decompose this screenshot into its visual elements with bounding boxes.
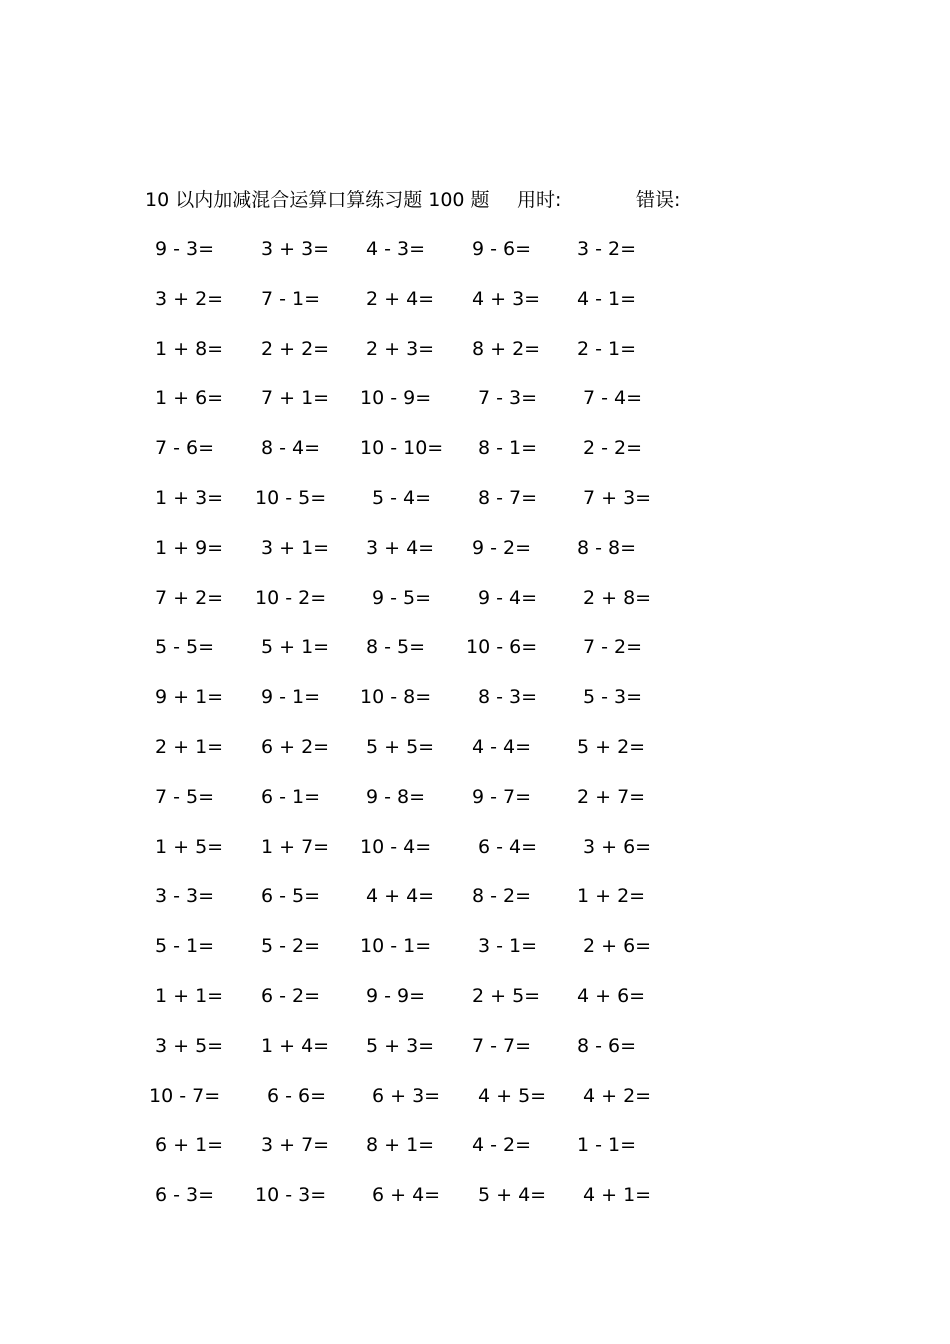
problem-item: 7 + 3= xyxy=(583,486,652,509)
problem-item: 3 - 1= xyxy=(478,935,538,958)
problem-item: 6 + 3= xyxy=(372,1084,441,1107)
problem-item: 9 - 1= xyxy=(261,686,321,709)
problem-item: 4 + 6= xyxy=(577,984,646,1007)
problem-item: 10 - 7= xyxy=(149,1084,221,1107)
problem-item: 4 - 4= xyxy=(472,735,532,758)
problem-item: 3 + 2= xyxy=(155,287,224,310)
problem-item: 4 + 5= xyxy=(478,1084,547,1107)
problem-item: 3 - 3= xyxy=(155,885,215,908)
problem-item: 10 - 4= xyxy=(360,835,432,858)
problem-item: 2 + 5= xyxy=(472,984,541,1007)
problem-item: 4 - 3= xyxy=(366,238,426,260)
problem-item: 6 - 2= xyxy=(261,984,321,1007)
problem-item: 2 - 1= xyxy=(577,337,637,360)
problem-item: 4 + 2= xyxy=(583,1084,652,1107)
problem-item: 7 - 3= xyxy=(478,387,538,410)
problem-item: 5 + 4= xyxy=(478,1184,547,1207)
problem-item: 2 + 6= xyxy=(583,935,652,958)
problem-item: 9 - 9= xyxy=(366,984,426,1007)
problem-item: 1 - 1= xyxy=(577,1134,637,1157)
problem-item: 6 - 5= xyxy=(261,885,321,908)
problem-item: 9 - 2= xyxy=(472,536,532,559)
problem-item: 5 - 4= xyxy=(372,486,432,509)
problem-item: 7 - 2= xyxy=(583,636,643,659)
problem-item: 10 - 9= xyxy=(360,387,432,410)
problem-item: 1 + 8= xyxy=(155,337,224,360)
problem-item: 3 + 7= xyxy=(261,1134,330,1157)
problem-item: 7 - 4= xyxy=(583,387,643,410)
problem-item: 3 - 2= xyxy=(577,238,637,260)
problem-item: 8 + 2= xyxy=(472,337,541,360)
problem-item: 8 - 2= xyxy=(472,885,532,908)
problem-item: 3 + 1= xyxy=(261,536,330,559)
problem-item: 8 - 8= xyxy=(577,536,637,559)
problem-item: 6 + 1= xyxy=(155,1134,224,1157)
problem-item: 5 - 5= xyxy=(155,636,215,659)
problem-item: 5 - 1= xyxy=(155,935,215,958)
problem-item: 1 + 9= xyxy=(155,536,224,559)
problem-item: 8 - 7= xyxy=(478,486,538,509)
problem-item: 6 + 4= xyxy=(372,1184,441,1207)
problem-item: 9 - 3= xyxy=(155,238,215,260)
problem-item: 3 + 4= xyxy=(366,536,435,559)
problem-item: 10 - 3= xyxy=(255,1184,327,1207)
problem-item: 4 + 4= xyxy=(366,885,435,908)
problem-item: 1 + 6= xyxy=(155,387,224,410)
problem-item: 7 - 6= xyxy=(155,437,215,460)
problem-item: 3 + 5= xyxy=(155,1034,224,1057)
problem-item: 3 + 3= xyxy=(261,238,330,260)
problem-item: 5 - 2= xyxy=(261,935,321,958)
problem-item: 4 - 1= xyxy=(577,287,637,310)
problem-item: 2 + 3= xyxy=(366,337,435,360)
problem-item: 1 + 3= xyxy=(155,486,224,509)
problem-item: 9 - 6= xyxy=(472,238,532,260)
problem-item: 6 - 3= xyxy=(155,1184,215,1207)
problem-item: 7 + 2= xyxy=(155,586,224,609)
problem-item: 10 - 1= xyxy=(360,935,432,958)
problem-item: 2 + 7= xyxy=(577,785,646,808)
problem-item: 1 + 4= xyxy=(261,1034,330,1057)
problem-item: 8 - 6= xyxy=(577,1034,637,1057)
problem-item: 2 + 2= xyxy=(261,337,330,360)
problem-item: 4 - 2= xyxy=(472,1134,532,1157)
problem-item: 1 + 2= xyxy=(577,885,646,908)
problem-item: 2 + 1= xyxy=(155,735,224,758)
problem-item: 5 + 5= xyxy=(366,735,435,758)
problem-item: 5 + 1= xyxy=(261,636,330,659)
errors-label: 错误: xyxy=(636,189,681,211)
problem-item: 10 - 8= xyxy=(360,686,432,709)
problem-item: 7 + 1= xyxy=(261,387,330,410)
problem-item: 9 - 5= xyxy=(372,586,432,609)
problem-item: 5 + 2= xyxy=(577,735,646,758)
problem-item: 10 - 10= xyxy=(360,437,444,460)
problem-item: 9 + 1= xyxy=(155,686,224,709)
problem-item: 6 - 4= xyxy=(478,835,538,858)
problem-item: 8 + 1= xyxy=(366,1134,435,1157)
problem-item: 6 - 1= xyxy=(261,785,321,808)
problem-item: 2 - 2= xyxy=(583,437,643,460)
problem-item: 5 - 3= xyxy=(583,686,643,709)
problem-item: 8 - 4= xyxy=(261,437,321,460)
problem-item: 5 + 3= xyxy=(366,1034,435,1057)
problem-item: 4 + 3= xyxy=(472,287,541,310)
problem-item: 1 + 1= xyxy=(155,984,224,1007)
problem-item: 8 - 5= xyxy=(366,636,426,659)
problem-item: 7 - 1= xyxy=(261,287,321,310)
worksheet-title: 10 以内加减混合运算口算练习题 100 题 xyxy=(145,189,490,211)
problem-item: 2 + 4= xyxy=(366,287,435,310)
problem-item: 6 + 2= xyxy=(261,735,330,758)
problem-item: 7 - 5= xyxy=(155,785,215,808)
problem-item: 6 - 6= xyxy=(267,1084,327,1107)
problem-item: 4 + 1= xyxy=(583,1184,652,1207)
problem-item: 1 + 5= xyxy=(155,835,224,858)
problem-item: 1 + 7= xyxy=(261,835,330,858)
problem-item: 10 - 2= xyxy=(255,586,327,609)
problem-item: 10 - 6= xyxy=(466,636,538,659)
problem-item: 9 - 8= xyxy=(366,785,426,808)
problem-item: 8 - 1= xyxy=(478,437,538,460)
time-used-label: 用时: xyxy=(517,189,562,211)
problem-item: 3 + 6= xyxy=(583,835,652,858)
problem-item: 9 - 4= xyxy=(478,586,538,609)
problem-item: 10 - 5= xyxy=(255,486,327,509)
problem-item: 9 - 7= xyxy=(472,785,532,808)
problem-item: 7 - 7= xyxy=(472,1034,532,1057)
problem-item: 2 + 8= xyxy=(583,586,652,609)
problem-item: 8 - 3= xyxy=(478,686,538,709)
